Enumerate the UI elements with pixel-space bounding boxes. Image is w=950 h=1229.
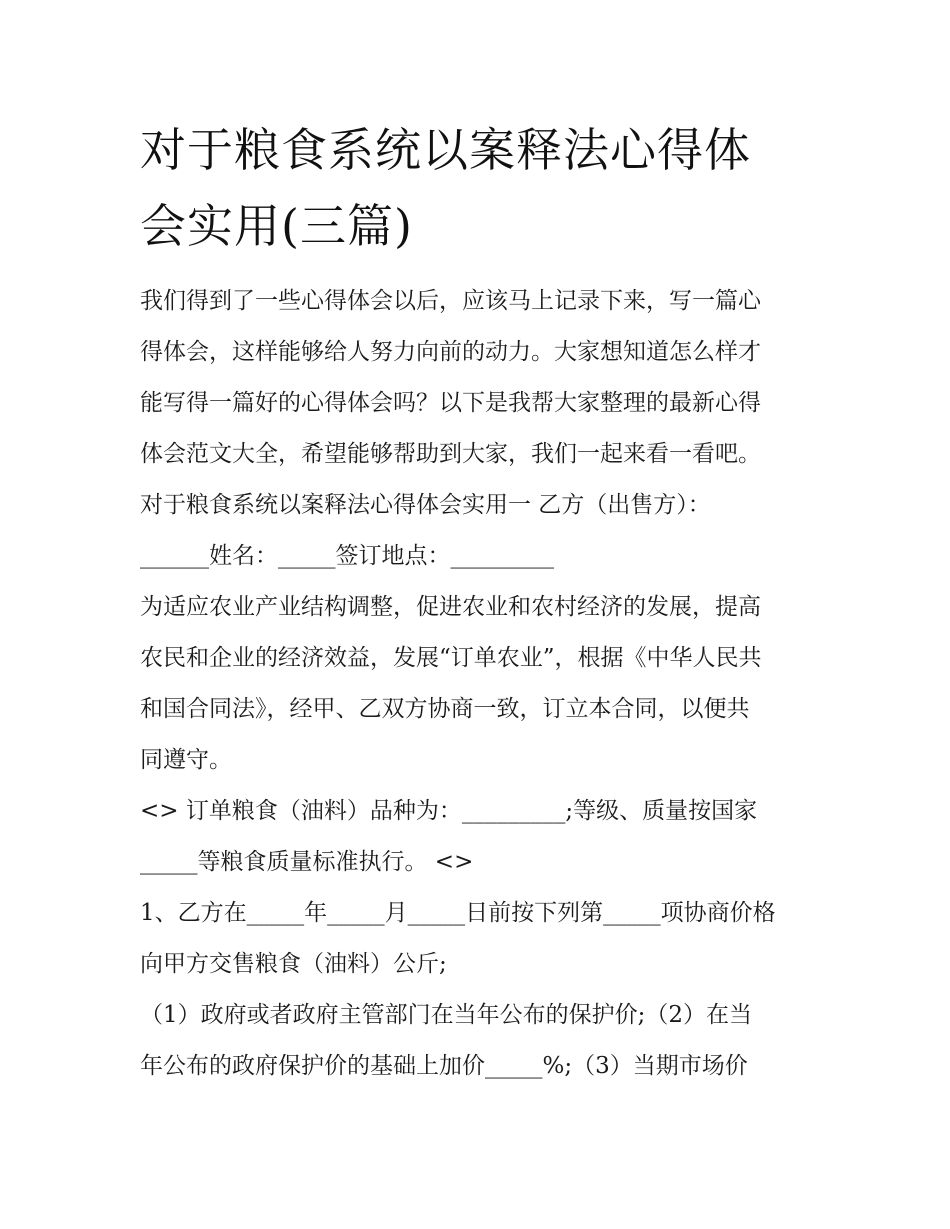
body-line: 对于粮食系统以案释法心得体会实用一 乙方（出售方）： (140, 492, 711, 518)
body-line: <> 订单粮食（油料）品种为：_________;等级、质量按国家 (140, 798, 758, 824)
body-line: 为适应农业产业结构调整，促进农业和农村经济的发展，提高 (140, 594, 761, 620)
document-title (140, 112, 820, 264)
body-line: 体会范文大全，希望能够帮助到大家，我们一起来看一看吧。 (140, 441, 761, 467)
title-line: 会实用(三篇) (140, 199, 413, 253)
body-line: 我们得到了一些心得体会以后，应该马上记录下来，写一篇心 (140, 288, 761, 314)
body-line: （1）政府或者政府主管部门在当年公布的保护价;（2）在当 (140, 1002, 753, 1028)
body-line: 农民和企业的经济效益，发展“订单农业”，根据《中华人民共 (140, 645, 762, 671)
body-line: 年公布的政府保护价的基础上加价_____%;（3）当期市场价 (140, 1053, 748, 1079)
body-line: ______姓名：_____签订地点：_________ (140, 543, 554, 569)
body-line: 得体会，这样能够给人努力向前的动力。大家想知道怎么样才 (140, 339, 761, 365)
body-line: _____等粮食质量标准执行。 <> (140, 849, 474, 875)
body-line: 1、乙方在_____年_____月_____日前按下列第_____项协商价格 (140, 900, 776, 926)
body-line: 能写得一篇好的心得体会吗？以下是我帮大家整理的最新心得 (140, 390, 761, 416)
document-body (140, 276, 820, 1092)
body-line: 向甲方交售粮食（油料）公斤; (140, 951, 447, 977)
body-line: 和国合同法》，经甲、乙双方协商一致，订立本合同，以便共 (140, 696, 750, 722)
title-line: 对于粮食系统以案释法心得体 (140, 123, 751, 177)
body-line: 同遵守。 (140, 747, 232, 773)
